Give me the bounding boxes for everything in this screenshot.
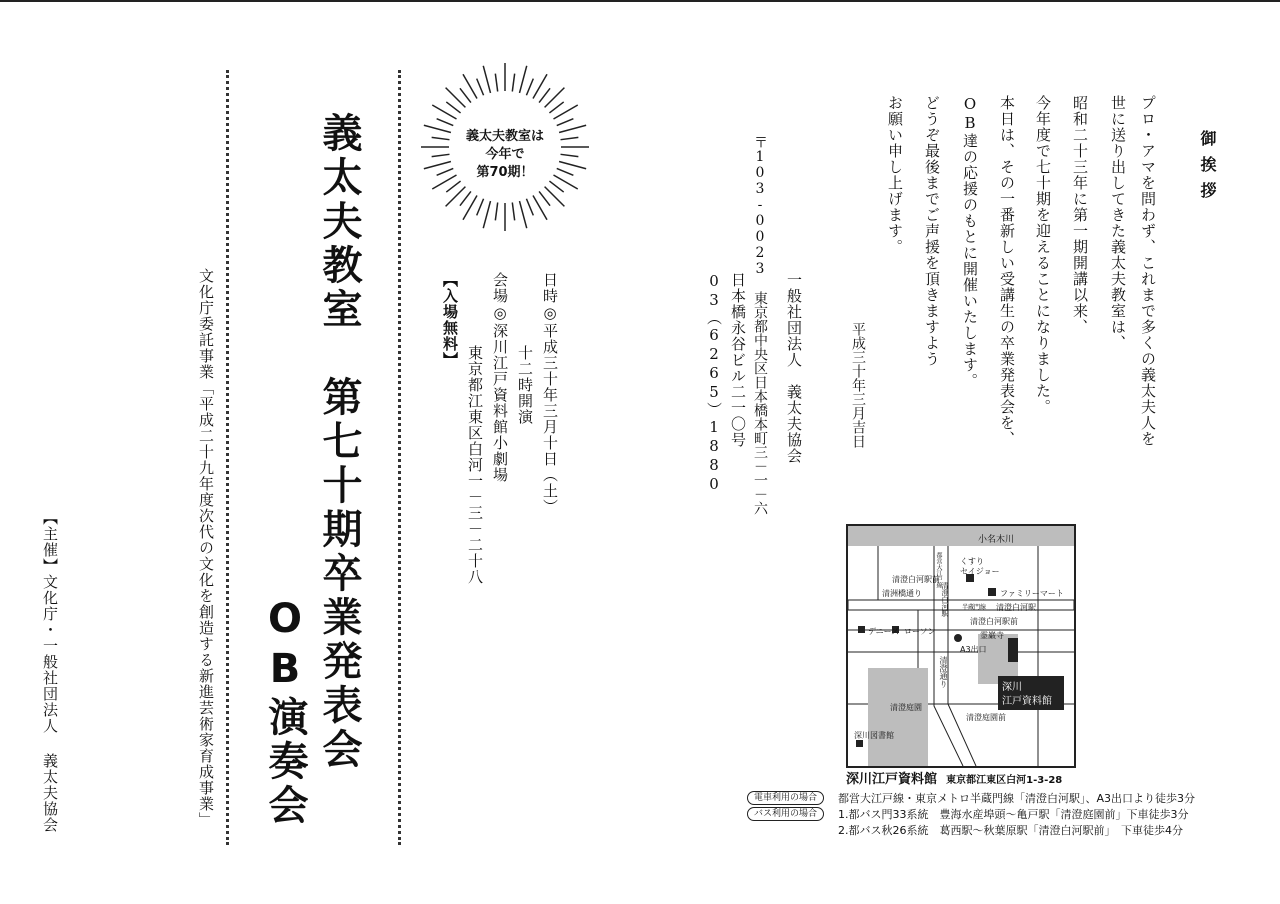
map-exit: A3出口	[960, 645, 987, 654]
divider-right	[398, 70, 405, 845]
map-museum-line-1: 深川	[1002, 682, 1022, 693]
burst-ray	[549, 102, 563, 113]
burst-ray	[446, 181, 460, 192]
badge-line-3: 第70期！	[476, 165, 534, 180]
host-text: 【主催】文化庁・一般社団法人 義太夫協会	[41, 510, 59, 833]
map-kiyosumi-dori: 清澄通り	[939, 656, 948, 688]
burst-ray	[512, 74, 514, 92]
train-label: 電車利用の場合	[747, 791, 824, 805]
burst-ray	[519, 66, 526, 93]
burst-ray	[477, 199, 484, 216]
burst-ray	[446, 102, 460, 113]
map-caption-address: 東京都江東区白河1-3-28	[946, 775, 1063, 786]
burst-ray	[526, 199, 533, 216]
train-text: 都営大江戸線・東京メトロ半蔵門線「清澄白河駅」、A3出口より徒歩3分	[838, 792, 1196, 805]
greeting-line-1: プロ・アマを問わず、これまで多くの義太夫人を	[1139, 95, 1157, 447]
burst-ray	[561, 137, 579, 139]
greeting-line-6: OB達の応援のもとに開催いたします。	[961, 95, 979, 389]
map-station-sign: 清澄白河駅前	[892, 575, 940, 584]
burst-ray	[557, 119, 574, 126]
burst-ray	[539, 88, 550, 102]
burst-ray	[477, 79, 484, 96]
map-caption-name: 深川江戸資料館	[846, 772, 938, 787]
map-familymart: ファミリーマート	[1000, 589, 1064, 598]
main-title-line-2: OB演奏会	[262, 596, 308, 828]
burst-ray	[424, 161, 451, 168]
org-name: 一般社団法人 義太夫協会	[785, 272, 803, 464]
org-address-1: 〒103-0023 東京都中央区日本橋本町三－一－六	[752, 135, 768, 515]
greeting-line-3: 昭和二十三年に第一期開講以来、	[1071, 95, 1089, 335]
event-venue-2: 東京都江東区白河一－三－二十八	[466, 345, 484, 585]
burst-ray	[526, 79, 533, 96]
map-oedo-line: 都営大江戸線	[935, 552, 942, 588]
burst-ray	[495, 203, 497, 221]
admission-free: 【入場無料】	[441, 272, 459, 368]
map-kiyosumi-station-mae: 清澄白河駅前	[970, 617, 1018, 626]
event-datetime-2: 十二時開演	[516, 345, 534, 425]
map-kiyosumibashi: 清洲橋通り	[882, 589, 922, 598]
burst-ray	[561, 154, 579, 156]
burst-ray	[483, 66, 490, 93]
burst-ray	[495, 74, 497, 92]
greeting-date: 平成三十年三月吉日	[850, 322, 866, 448]
map-river-label: 小名木川	[978, 535, 1015, 545]
burst-ray	[424, 125, 451, 132]
org-address-2: 日本橋永谷ビル二一〇号	[729, 272, 747, 448]
burst-ray	[460, 88, 471, 102]
badge-line-1: 義太夫教室は	[465, 129, 544, 144]
map-kiyosumi-st: 清澄白河駅	[941, 582, 949, 617]
bus-label: バス利用の場合	[747, 807, 824, 821]
org-phone: 03（6265）1880	[705, 272, 723, 494]
greeting-line-7: どうぞ最後までご声援を頂きますよう	[923, 95, 941, 367]
main-title-line-1: 義太夫教室 第七十期卒業発表会	[316, 112, 362, 772]
greeting-line-2: 世に送り出してきた義太夫教室は、	[1109, 95, 1127, 351]
map-lawson: ローソン	[904, 627, 936, 636]
burst-ray	[432, 154, 450, 156]
burst-ray	[483, 201, 490, 228]
greeting-line-4: 今年度で七十期を迎えることになりました。	[1034, 95, 1052, 415]
map-kusuri: くすり	[960, 557, 984, 566]
burst-ray	[559, 161, 586, 168]
bus-text-2: 2.都バス秋26系統 葛西駅～秋葉原駅「清澄白河駅前」 下車徒歩4分	[838, 824, 1183, 837]
access-map	[846, 524, 1076, 768]
map-caption	[846, 768, 1062, 787]
burst-ray	[519, 201, 526, 228]
bus-text-1: 1.都バス門33系統 豊海水産埠頭～亀戸駅「清澄庭園前」下車徒歩3分	[838, 808, 1189, 821]
map-garden-mae: 清澄庭園前	[966, 713, 1006, 722]
event-venue-1: 会場◎深川江戸資料館小劇場	[491, 272, 509, 483]
badge-text	[450, 128, 560, 182]
map-library: 深川図書館	[854, 731, 894, 740]
event-datetime-1: 日時◎平成三十年三月十日（土）	[541, 272, 559, 515]
divider-left	[226, 70, 233, 845]
burst-ray	[432, 137, 450, 139]
map-museum-line-2: 江戸資料館	[1002, 696, 1052, 707]
greeting-line-5: 本日は、その一番新しい受講生の卒業発表会を、	[998, 95, 1016, 447]
burst-ray	[549, 181, 563, 192]
map-hanzomon: 半蔵門線	[962, 604, 987, 611]
badge-line-2: 今年で	[485, 147, 525, 162]
map-dennys: デニーズ	[868, 627, 900, 636]
map-reiganji: 霊巌寺	[980, 631, 1004, 640]
commission-text: 文化庁委託事業「平成二十九年度次代の文化を創造する新進芸術家育成事業」	[197, 268, 215, 828]
map-garden: 清澄庭園	[890, 703, 922, 712]
map-seijo: セイジョー	[960, 567, 1000, 576]
greeting-line-8: お願い申し上げます。	[886, 95, 904, 255]
top-border	[0, 0, 1280, 2]
greeting-heading: 御挨拶	[1198, 130, 1217, 208]
burst-ray	[559, 125, 586, 132]
burst-ray	[512, 203, 514, 221]
map-kiyosumi-station: 清澄白河駅	[996, 603, 1036, 612]
burst-ray	[539, 191, 550, 205]
burst-ray	[460, 191, 471, 205]
burst-ray	[437, 119, 454, 126]
